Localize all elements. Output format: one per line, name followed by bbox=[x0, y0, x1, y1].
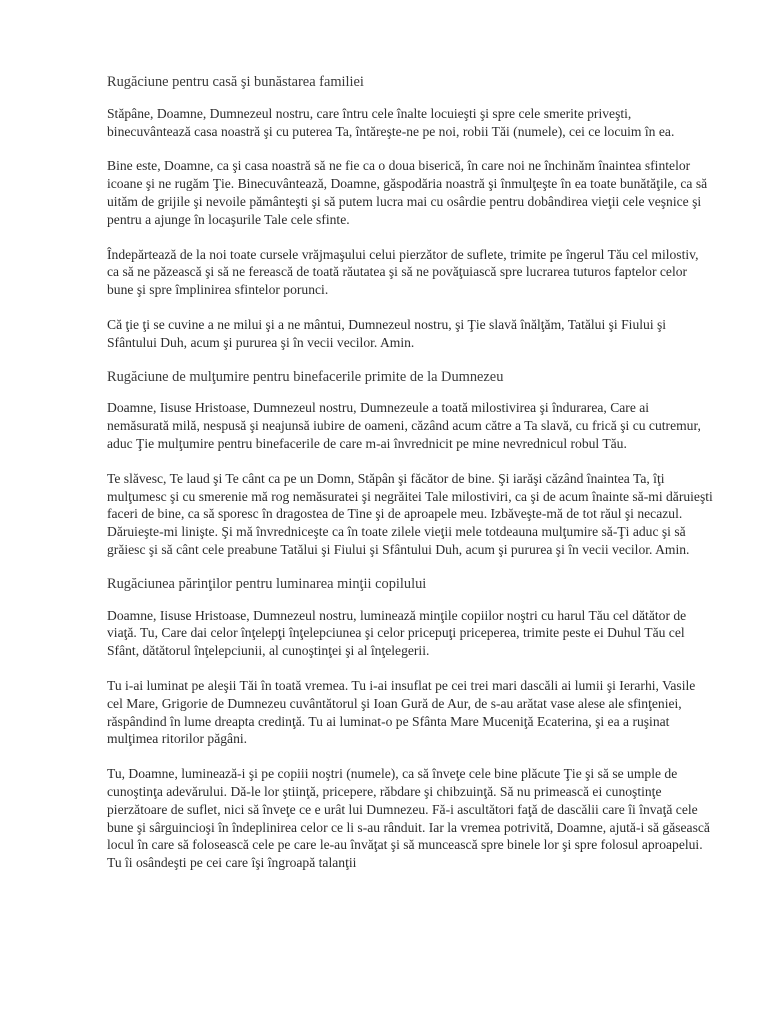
paragraph: Bine este, Doamne, ca şi casa noastră să ne fie ca o doua biserică, în care noi ne închinăm înaintea sfintelor icoane şi ne rugăm Ţie. Binecuvântează, Doamne, găspodăria noastră şi înmulţeşte în ea toate bunătăţile, ca să uităm de grijile şi nevoile pământeşti şi să putem lucra mai cu osârdie pentru dobândirea vieţii cele veşnice şi pentru a ajunge în locaşurile Tale cele sfinte. bbox=[107, 158, 708, 227]
paragraph: Te slăvesc, Te laud şi Te cânt ca pe un Domn, Stăpân şi făcător de bine. Şi iarăşi căzând înaintea Ta, îţi mulţumesc şi cu smerenie mă rog nemăsuratei şi negrăitei Tale milostiviri, ca şi de acum înainte să-mi dăruieşti faceri de bine, ca să sporesc în dragostea de Tine şi de aproapele meu. Izbăveşte-mă de tot răul şi necazul. Dăruieşte-mi linişte. Şi mă învredniceşte ca în toate zilele vieţii mele totdeauna mulţumire să-Ţi aduc şi să grăiesc şi să cânt cele preabune Tatălui şi Fiului şi Sfântului Duh, acum şi pururea şi în vecii vecilor. Amin. bbox=[107, 470, 713, 557]
paragraph: Doamne, Iisuse Hristoase, Dumnezeul nostru, luminează minţile copiilor noştri cu harul Tău cel dătător de viaţă. Tu, Care dai celor înţelepţi înţelepciunea şi celor pricepuţi priceperea, trimite peste ei Duhul Tău cel Sfânt, dătătorul înţelepciunii, al cunoştinţei şi al înţelegerii. bbox=[107, 607, 687, 659]
prayer-section-home bbox=[107, 74, 713, 352]
paragraph: Doamne, Iisuse Hristoase, Dumnezeul nostru, Dumnezeule a toată milostivirea şi îndurarea, Care ai nemăsurată milă, nespusă şi neajunsă iubire de oameni, căzând acum către a Ta slavă, cu frică şi cu cutremur, aduc Ţie mulţumire pentru binefacerile de care m-ai învrednicit pe mine nevrednicul robul Tău. bbox=[107, 400, 701, 451]
prayer-section-parents bbox=[107, 576, 713, 872]
document-page bbox=[107, 74, 713, 889]
prayer-section-thanksgiving bbox=[107, 369, 713, 559]
section-heading: Rugăciune de mulţumire pentru binefacerile primite de la Dumnezeu bbox=[107, 368, 504, 385]
paragraph: Tu, Doamne, luminează-i şi pe copiii noştri (numele), ca să înveţe cele bine plăcute Ţie şi să se umple de cunoştinţa adevărului. Dă-le lor ştiinţă, pricepere, răbdare şi chibzuinţă. Să nu primească ei cunoştinţe pierzătoare de suflet, nici să înveţe ce e urât lui Dumnezeu. Fă-i ascultători faţă de dascălii care îi învaţă cele bune şi sârguincioşi în îndeplinirea celor ce li s-au rânduit. Iar la vremea potrivită, Doamne, ajută-i să găsească locul în care să folosească cele pe care le-au învăţat şi să muncească spre binele lor şi spre folosul aproapelui. Tu îi osândeşti pe cei care îşi îngroapă talanţii bbox=[107, 766, 710, 871]
section-heading: Rugăciunea părinţilor pentru luminarea minţii copilului bbox=[107, 575, 427, 592]
paragraph: Îndepărtează de la noi toate cursele vrăjmaşului celui pierzător de suflete, trimite pe îngerul Tău cel milostiv, ca să ne păzească şi să ne ferească de toată răutatea şi să ne povăţuiască spre lucrarea tuturos faptelor celor bune şi spre împlinirea sfintelor porunci. bbox=[107, 246, 699, 298]
paragraph: Tu i-ai luminat pe aleşii Tăi în toată vremea. Tu i-ai insuflat pe cei trei mari dascăli ai lumii şi Ierarhi, Vasile cel Mare, Grigorie de Dumnezeu cuvântătorul şi Ioan Gură de Aur, de s-au arătat vase alese ale sfinţeniei, răspândind în lume dreapta credinţă. Tu ai luminat-o pe Sfânta Mare Muceniţă Ecaterina, şi ea a ruşinat mulţimea ritorilor păgâni. bbox=[107, 677, 696, 747]
section-heading: Rugăciune pentru casă şi bunăstarea familiei bbox=[107, 74, 364, 90]
paragraph: Că ţie ţi se cuvine a ne milui şi a ne mântui, Dumnezeul nostru, şi Ţie slavă înălţăm, Tatălui şi Fiului şi Sfântului Duh, acum şi pururea şi în vecii vecilor. Amin. bbox=[107, 316, 667, 350]
paragraph: Stăpâne, Doamne, Dumnezeul nostru, care întru cele înalte locuieşti şi spre cele smerite priveşti, binecuvântează casa noastră şi cu puterea Ta, întăreşte-ne pe noi, robii Tăi (numele), cei ce locuim în ea. bbox=[107, 105, 675, 139]
